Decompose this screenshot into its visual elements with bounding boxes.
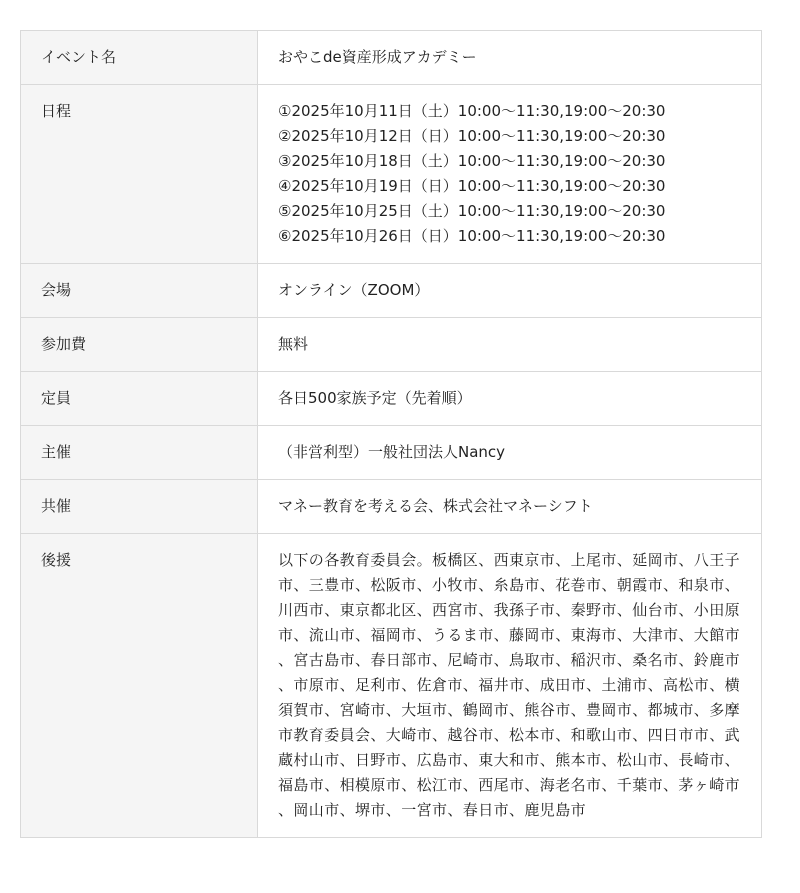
table-row-venue (21, 264, 762, 318)
row-label: 共催 (21, 480, 258, 534)
table-row-fee (21, 318, 762, 372)
row-label: 定員 (21, 372, 258, 426)
schedule-line: ⑤2025年10月25日（土）10:00～11:30,19:00～20:30 (278, 202, 666, 220)
row-label: イベント名 (21, 31, 258, 85)
fee-value: 無料 (258, 318, 762, 372)
schedule-line: ⑥2025年10月26日（日）10:00～11:30,19:00～20:30 (278, 227, 666, 245)
event-name-value: おやこde資産形成アカデミー (258, 31, 762, 85)
schedule-line: ③2025年10月18日（土）10:00～11:30,19:00～20:30 (278, 152, 666, 170)
capacity-value: 各日500家族予定（先着順） (258, 372, 762, 426)
schedule-line: ④2025年10月19日（日）10:00～11:30,19:00～20:30 (278, 177, 666, 195)
organizer-value: （非営利型）一般社団法人Nancy (258, 426, 762, 480)
co-organizer-value: マネー教育を考える会、株式会社マネーシフト (258, 480, 762, 534)
schedule-line: ①2025年10月11日（土）10:00～11:30,19:00～20:30 (278, 102, 666, 120)
row-label: 参加費 (21, 318, 258, 372)
venue-value: オンライン（ZOOM） (258, 264, 762, 318)
table-row-schedule (21, 85, 762, 264)
row-label: 主催 (21, 426, 258, 480)
row-label: 日程 (21, 85, 258, 264)
table-row-co-organizer (21, 480, 762, 534)
table-row-capacity (21, 372, 762, 426)
row-label: 会場 (21, 264, 258, 318)
supporters-value: 以下の各教育委員会。板橋区、西東京市、上尾市、延岡市、八王子市、三豊市、松阪市、小牧市、糸島市、花巻市、朝霞市、和泉市、川西市、東京都北区、西宮市、我孫子市、秦野市、仙台市、小田原市、流山市、福岡市、うるま市、藤岡市、東海市、大津市、大館市、宮古島市、春日部市、尼崎市、鳥取市、稲沢市、桑名市、鈴鹿市、市原市、足利市、佐倉市、福井市、成田市、土浦市、高松市、横須賀市、宮崎市、大垣市、鶴岡市、熊谷市、豊岡市、都城市、多摩市教育委員会、大崎市、越谷市、松本市、和歌山市、四日市市、武蔵村山市、日野市、広島市、東大和市、熊本市、松山市、長崎市、福島市、相模原市、松江市、西尾市、海老名市、千葉市、茅ヶ崎市、岡山市、堺市、一宮市、春日市、鹿児島市 (258, 534, 762, 838)
schedule-list (258, 85, 762, 264)
schedule-line: ②2025年10月12日（日）10:00～11:30,19:00～20:30 (278, 127, 666, 145)
row-label: 後援 (21, 534, 258, 838)
table-row-event-name (21, 31, 762, 85)
table-row-supporters (21, 534, 762, 838)
event-info-table (20, 30, 762, 838)
table-row-organizer (21, 426, 762, 480)
